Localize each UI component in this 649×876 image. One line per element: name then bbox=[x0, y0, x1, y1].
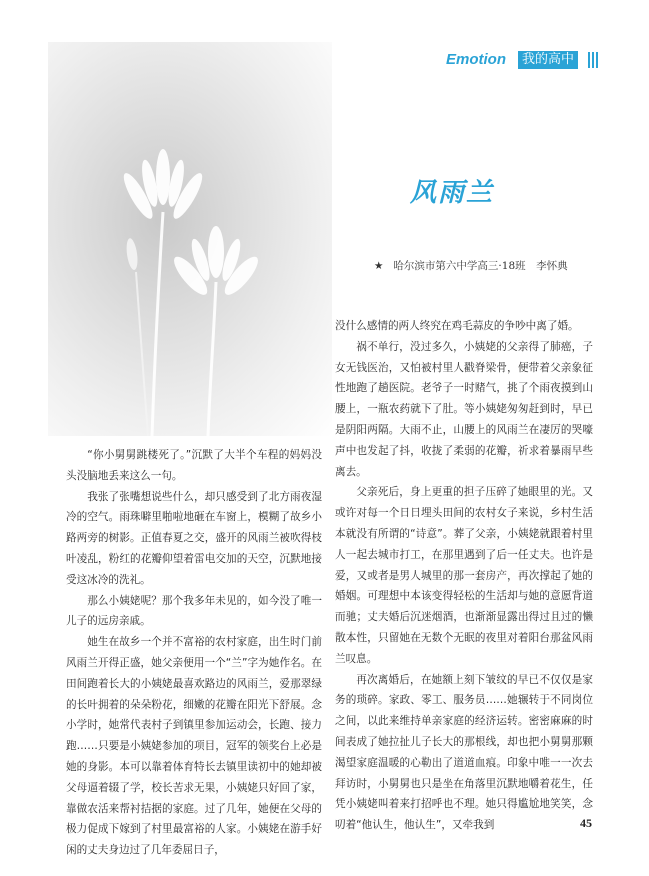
lily-illustration bbox=[48, 42, 332, 436]
flower-photo bbox=[48, 42, 332, 436]
article-title: 风雨兰 bbox=[410, 178, 495, 208]
left-column bbox=[66, 445, 322, 861]
page-number: 45 bbox=[580, 816, 592, 830]
paragraph: 祸不单行，没过多久，小姨姥的父亲得了肺癌，子女无钱医治，又怕被村里人戳脊梁骨，便带着父亲象征性地跑了趟医院。老爷子一时赌气，挑了个雨夜摸到山腰上，一瓶农药就下了肚。等小姨姥匆匆赶到时，早已是阴阳两隔。大雨不止，山腰上的风雨兰在凄厉的哭嚎声中也发起了抖，收拢了柔弱的花瓣，祈求着暴雨早些离去。 bbox=[335, 340, 593, 478]
header-bars-decoration bbox=[588, 52, 600, 68]
brand-english: Emotion bbox=[446, 51, 506, 68]
paragraph: 没什么感情的两人终究在鸡毛蒜皮的争吵中离了婚。 bbox=[335, 320, 579, 332]
paragraph: 我张了张嘴想说些什么，却只感受到了北方雨夜湿冷的空气。雨珠噼里啪啦地砸在车窗上，模糊了故乡小路两旁的树影。正值春夏之交，盛开的风雨兰被吹得枝叶凌乱，粉红的花瓣仰望着雷电交加的天空，沉默地接受这冰冷的洗礼。 bbox=[66, 490, 322, 586]
byline bbox=[374, 258, 594, 274]
paragraph: 再次离婚后，在她额上刻下皱纹的早已不仅仅是家务的琐碎。家政、零工、服务员……她辗转于不同岗位之间，以此来维持单亲家庭的经济运转。密密麻麻的时间表成了她拉扯儿子长大的那根线，却也把小舅舅那颗渴望家庭温暖的心勒出了道道血痕。印象中唯一一次去拜访时，小舅舅也只是坐在角落里沉默地嚼着花生，任凭小姨姥叫着来打招呼也不理。她只得尴尬地笑笑，念叨着“他认生，他认生”，又牵我到 bbox=[335, 673, 593, 832]
section-header bbox=[434, 50, 604, 70]
byline-text: 哈尔滨市第六中学高三·18班 李怀典 bbox=[393, 260, 568, 272]
paragraph: 父亲死后，身上更重的担子压碎了她眼里的光。又或许对每一个日日埋头田间的农村女子来说，乡村生活本就没有所谓的“诗意”。葬了父亲，小姨姥就跟着村里人一起去城市打工，在那里遇到了后一任丈夫。也许是爱，又或者是男人城里的那一套房产，再次撑起了她的婚姻。可理想中本该变得轻松的生活却与她的意愿背道而驰；丈夫婚后沉迷烟酒，也渐渐显露出得过且过的懒散本性，只留她在无数个无眠的夜里对着阳台那盆风雨兰叹息。 bbox=[335, 486, 593, 665]
paragraph: 她生在故乡一个并不富裕的农村家庭，出生时门前风雨兰开得正盛，她父亲便用一个“兰”字为她作名。在田间跑着长大的小姨姥最喜欢路边的风雨兰，爱那翠绿的长叶拥着的朵朵粉花，细嫩的花瓣在阳光下舒展。念小学时，她常代表村子到镇里参加运动会，长跑、接力跑……只要是小姨姥参加的项目，冠军的领奖台上必是她的身影。本可以靠着体育特长去镇里读初中的她却被父母逼着辍了学，校长苦求无果，小姨姥只好回了家，靠做农活来帮衬拮据的家庭。过了几年，她便在父母的极力促成下嫁到了村里最富裕的人家。小姨姥在游手好闲的丈夫身边过了几年委屈日子， bbox=[66, 636, 322, 857]
star-icon: ★ bbox=[374, 260, 384, 272]
paragraph: “你小舅舅跳楼死了。”沉默了大半个车程的妈妈没头没脑地丢来这么一句。 bbox=[66, 449, 322, 482]
brand-chinese: 我的高中 bbox=[518, 51, 578, 69]
paragraph: 那么小姨姥呢？那个我多年未见的，如今没了唯一儿子的远房亲戚。 bbox=[66, 594, 322, 628]
right-column bbox=[335, 316, 593, 836]
